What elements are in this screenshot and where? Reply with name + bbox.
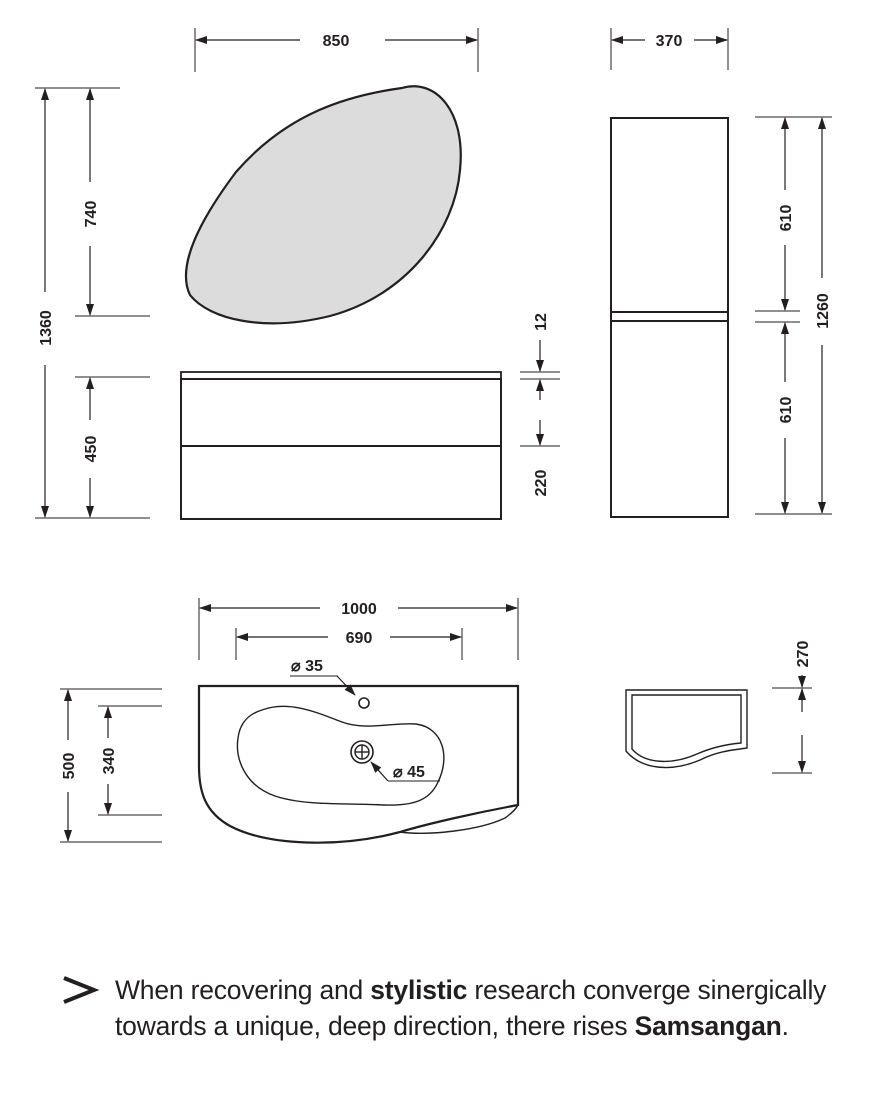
dim-top-thickness [533, 313, 550, 400]
label-450: 450 [83, 435, 100, 463]
label-drain-45: ⌀ 45 [393, 764, 425, 781]
caption-part-3: . [781, 1011, 789, 1041]
dim-column-upper [778, 118, 795, 310]
dim-basin-width [199, 598, 518, 660]
caption-part-1: When recovering and [115, 975, 371, 1005]
caption-bold-stylistic: stylistic [370, 975, 468, 1005]
dim-bowl-width [236, 628, 462, 660]
dim-total-height [38, 89, 55, 517]
dim-basin-depth [61, 690, 78, 841]
basin-outline [199, 686, 518, 843]
label-1000: 1000 [341, 601, 377, 618]
dim-column-lower [778, 323, 795, 513]
drain-icon [351, 741, 373, 763]
caption [60, 972, 850, 1044]
caption-text [115, 972, 850, 1044]
label-740: 740 [83, 200, 100, 228]
dim-base-height [83, 378, 100, 517]
dim-mirror-height [83, 89, 100, 315]
label-850: 850 [322, 33, 350, 50]
caption-part-2: research converge sinergically towards a unique, deep direction, there rises [115, 975, 827, 1041]
tap-hole-icon [359, 698, 369, 708]
chevron-right-icon [60, 972, 100, 1008]
dim-column-depth [611, 28, 728, 70]
label-220: 220 [533, 469, 550, 497]
dim-bowl-depth [101, 707, 118, 814]
label-1260: 1260 [815, 293, 832, 329]
dim-drawer-height [533, 420, 550, 496]
base-cabinet-front [181, 372, 501, 519]
label-1360: 1360 [38, 310, 55, 346]
caption-bold-samsangan: Samsangan [634, 1011, 782, 1041]
label-610-lower: 610 [778, 396, 795, 424]
tall-column-front [611, 118, 728, 517]
dim-mirror-width [195, 28, 478, 72]
mirror-shape [186, 86, 461, 323]
side-shelf-outer [626, 690, 747, 767]
dim-column-total [815, 118, 832, 513]
label-690: 690 [345, 630, 373, 647]
label-610-upper: 610 [778, 204, 795, 232]
label-500: 500 [61, 752, 78, 780]
dim-shelf-depth [772, 641, 812, 773]
label-340: 340 [101, 747, 118, 775]
label-tap-35: ⌀ 35 [291, 658, 323, 675]
label-12: 12 [533, 313, 550, 331]
label-370: 370 [655, 33, 683, 50]
label-270: 270 [795, 640, 812, 668]
